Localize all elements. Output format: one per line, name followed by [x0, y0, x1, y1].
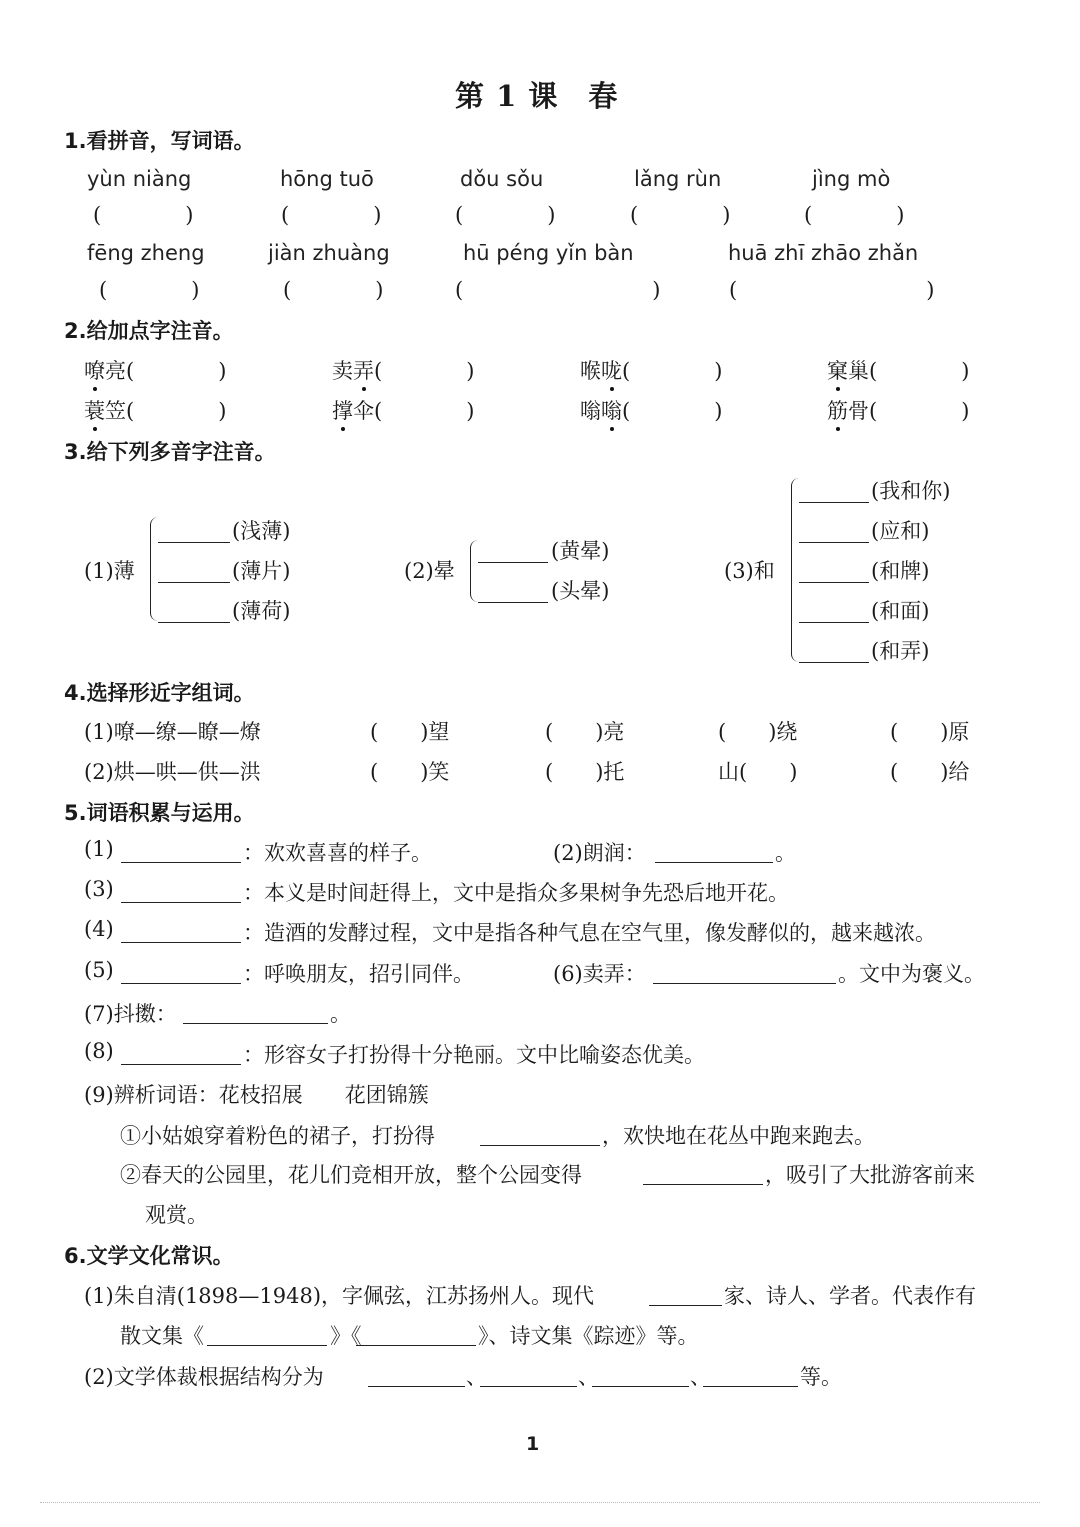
q5-sentence: ，欢快地在花丛中跑来跑去。: [602, 1124, 875, 1148]
q3-g3-word: (和弄): [871, 639, 930, 663]
q4-row2-label: (2)烘—哄—供—洪: [84, 760, 261, 784]
answer-paren-wide[interactable]: ( ): [729, 278, 935, 302]
page-title: 第 1 课 春: [455, 79, 619, 113]
answer-paren[interactable]: ( ): [99, 278, 200, 302]
answer-paren[interactable]: ( ): [93, 203, 194, 227]
q5-num: (5): [84, 958, 114, 982]
answer-line[interactable]: [478, 562, 548, 563]
q2-heading: 2.给加点字注音。: [64, 319, 234, 343]
answer-line[interactable]: [121, 942, 241, 943]
answer-line[interactable]: [799, 622, 869, 623]
q4-blank[interactable]: ( )托: [545, 760, 625, 784]
q2-item: 喉咙 ( ): [580, 355, 722, 385]
answer-paren[interactable]: ( ): [869, 359, 970, 383]
pinyin-8: hū péng yǐn bàn: [463, 241, 634, 265]
answer-line[interactable]: [478, 602, 548, 603]
q5-text: (2)朗润：: [553, 841, 646, 865]
q3-g3-word: (我和你): [871, 479, 951, 503]
q5-text: ：造酒的发酵过程，文中是指各种气息在空气里，像发酵似的，越来越浓。: [243, 921, 936, 945]
dotted-char: 嘹: [84, 359, 105, 383]
q5-text: ：本义是时间赶得上，文中是指众多果树争先恐后地开花。: [243, 881, 789, 905]
q3-g2-word: (头晕): [551, 579, 610, 603]
q5-sentence: ，吸引了大批游客前来: [765, 1163, 975, 1187]
q6-sep: 、: [690, 1365, 711, 1389]
answer-line[interactable]: [121, 862, 241, 863]
q2-item: 撑 伞( ): [332, 395, 474, 425]
pinyin-9: huā zhī zhāo zhǎn: [728, 241, 919, 265]
answer-paren[interactable]: ( ): [804, 203, 905, 227]
q1-heading: 1.看拼音，写词语。: [64, 129, 255, 153]
answer-line[interactable]: [799, 582, 869, 583]
q4-blank[interactable]: ( )笑: [370, 760, 450, 784]
q4-blank[interactable]: ( )给: [890, 760, 970, 784]
answer-line[interactable]: [158, 622, 230, 623]
answer-line[interactable]: [592, 1386, 689, 1387]
q4-blank[interactable]: ( )绕: [718, 720, 798, 744]
answer-paren[interactable]: ( ): [281, 203, 382, 227]
answer-line[interactable]: [703, 1386, 798, 1387]
q5-text: ：形容女子打扮得十分艳丽。文中比喻姿态优美。: [243, 1043, 705, 1067]
answer-paren[interactable]: ( ): [126, 399, 227, 423]
q6-sep: 、: [466, 1365, 487, 1389]
q2-item: 窠 巢( ): [827, 355, 969, 385]
answer-line[interactable]: [121, 902, 241, 903]
pinyin-7: jiàn zhuàng: [268, 241, 390, 265]
answer-line[interactable]: [655, 862, 773, 863]
answer-line[interactable]: [643, 1184, 763, 1185]
q5-sentence: ①小姑娘穿着粉色的裙子，打扮得: [120, 1124, 435, 1148]
q2-item: 筋 骨( ): [827, 395, 969, 425]
answer-paren[interactable]: ( ): [455, 203, 556, 227]
answer-line[interactable]: [799, 502, 869, 503]
answer-line[interactable]: [649, 1305, 722, 1306]
dotted-char: 嗡: [601, 399, 622, 423]
answer-line[interactable]: [158, 542, 230, 543]
q3-heading: 3.给下列多音字注音。: [64, 440, 276, 464]
pinyin-6: fēng zheng: [87, 241, 205, 265]
q5-text: (6)卖弄：: [553, 962, 646, 986]
q5-num: (1): [84, 837, 114, 861]
brace: [470, 540, 479, 602]
q5-text: 。: [330, 1002, 351, 1026]
q5-text: 。文中为褒义。: [838, 962, 985, 986]
answer-paren-wide[interactable]: ( ): [455, 278, 661, 302]
q3-g3-label: (3)和: [724, 559, 775, 583]
q5-text: (9)辨析词语：花枝招展 花团锦簇: [84, 1083, 429, 1107]
answer-line[interactable]: [356, 1345, 476, 1346]
q3-g1-word: (薄片): [232, 559, 291, 583]
answer-line[interactable]: [158, 582, 230, 583]
q3-g2-word: (黄晕): [551, 539, 610, 563]
dotted-char: 咙: [601, 359, 622, 383]
answer-paren[interactable]: ( ): [869, 399, 970, 423]
brace: [150, 517, 159, 621]
q4-blank[interactable]: ( )亮: [545, 720, 625, 744]
pinyin-2: hōng tuō: [280, 167, 374, 191]
scan-edge-line: [40, 1502, 1040, 1503]
q3-g1-label: (1)薄: [84, 559, 135, 583]
q5-text: ：呼唤朋友，招引同伴。: [243, 962, 474, 986]
q6-text: 等。: [800, 1365, 842, 1389]
q6-text: 家、诗人、学者。代表作有: [724, 1284, 976, 1308]
q5-text: 。: [775, 841, 796, 865]
answer-paren[interactable]: ( ): [126, 359, 227, 383]
answer-paren[interactable]: ( ): [622, 399, 723, 423]
dotted-char: 窠: [827, 359, 848, 383]
answer-paren[interactable]: ( ): [622, 359, 723, 383]
dotted-char: 弄: [353, 359, 374, 383]
q3-g1-word: (浅薄): [232, 519, 291, 543]
q6-text: 散文集《: [120, 1324, 204, 1348]
answer-line[interactable]: [368, 1386, 465, 1387]
q2-item: 嗡嗡 ( ): [580, 395, 722, 425]
q6-text: 》《: [330, 1324, 362, 1348]
q3-g3-word: (和牌): [871, 559, 930, 583]
q6-text: (1)朱自清(1898—1948)，字佩弦，江苏扬州人。现代: [84, 1284, 595, 1308]
answer-line[interactable]: [480, 1145, 600, 1146]
q2-item: 蓑 笠( ): [84, 395, 226, 425]
q4-blank[interactable]: 山( ): [718, 760, 798, 784]
q3-g3-word: (应和): [871, 519, 930, 543]
q6-text: (2)文学体裁根据结构分为: [84, 1365, 324, 1389]
q2-item: 嘹 亮( ): [84, 355, 226, 385]
answer-line[interactable]: [799, 662, 869, 663]
q4-blank[interactable]: ( )原: [890, 720, 970, 744]
q3-g2-label: (2)晕: [404, 559, 455, 583]
pinyin-4: lǎng rùn: [634, 167, 722, 191]
dotted-char: 蓑: [84, 399, 105, 423]
q5-text: ：欢欢喜喜的样子。: [243, 841, 432, 865]
q5-sentence: 观赏。: [145, 1203, 208, 1227]
q4-blank[interactable]: ( )望: [370, 720, 450, 744]
q5-heading: 5.词语积累与运用。: [64, 801, 255, 825]
pinyin-1: yùn niàng: [87, 167, 192, 191]
answer-line[interactable]: [207, 1345, 327, 1346]
dotted-char: 撑: [332, 399, 353, 423]
q2-item: 卖弄 ( ): [332, 355, 474, 385]
answer-line[interactable]: [121, 1064, 241, 1065]
page-number: 1: [526, 1433, 540, 1455]
answer-line[interactable]: [183, 1023, 328, 1024]
q6-text: 》、诗文集《踪迹》等。: [478, 1324, 699, 1348]
answer-paren[interactable]: ( ): [374, 399, 475, 423]
q4-row1-label: (1)嘹—缭—瞭—燎: [84, 720, 261, 744]
q5-num: (8): [84, 1039, 114, 1063]
answer-paren[interactable]: ( ): [283, 278, 384, 302]
q5-num: (3): [84, 877, 114, 901]
q5-num: (4): [84, 917, 114, 941]
answer-line[interactable]: [480, 1386, 577, 1387]
q4-heading: 4.选择形近字组词。: [64, 681, 255, 705]
answer-paren[interactable]: ( ): [374, 359, 475, 383]
dotted-char: 筋: [827, 399, 848, 423]
q6-sep: 、: [578, 1365, 599, 1389]
pinyin-5: jìng mò: [812, 167, 891, 191]
q6-heading: 6.文学文化常识。: [64, 1244, 234, 1268]
q3-g3-word: (和面): [871, 599, 930, 623]
answer-line[interactable]: [799, 542, 869, 543]
answer-line[interactable]: [653, 983, 836, 984]
q3-g1-word: (薄荷): [232, 599, 291, 623]
q5-sentence: ②春天的公园里，花儿们竞相开放，整个公园变得: [120, 1163, 582, 1187]
q5-text: (7)抖擞：: [84, 1002, 177, 1026]
brace: [791, 478, 800, 662]
answer-paren[interactable]: ( ): [630, 203, 731, 227]
answer-line[interactable]: [121, 983, 241, 984]
pinyin-3: dǒu sǒu: [460, 167, 544, 191]
